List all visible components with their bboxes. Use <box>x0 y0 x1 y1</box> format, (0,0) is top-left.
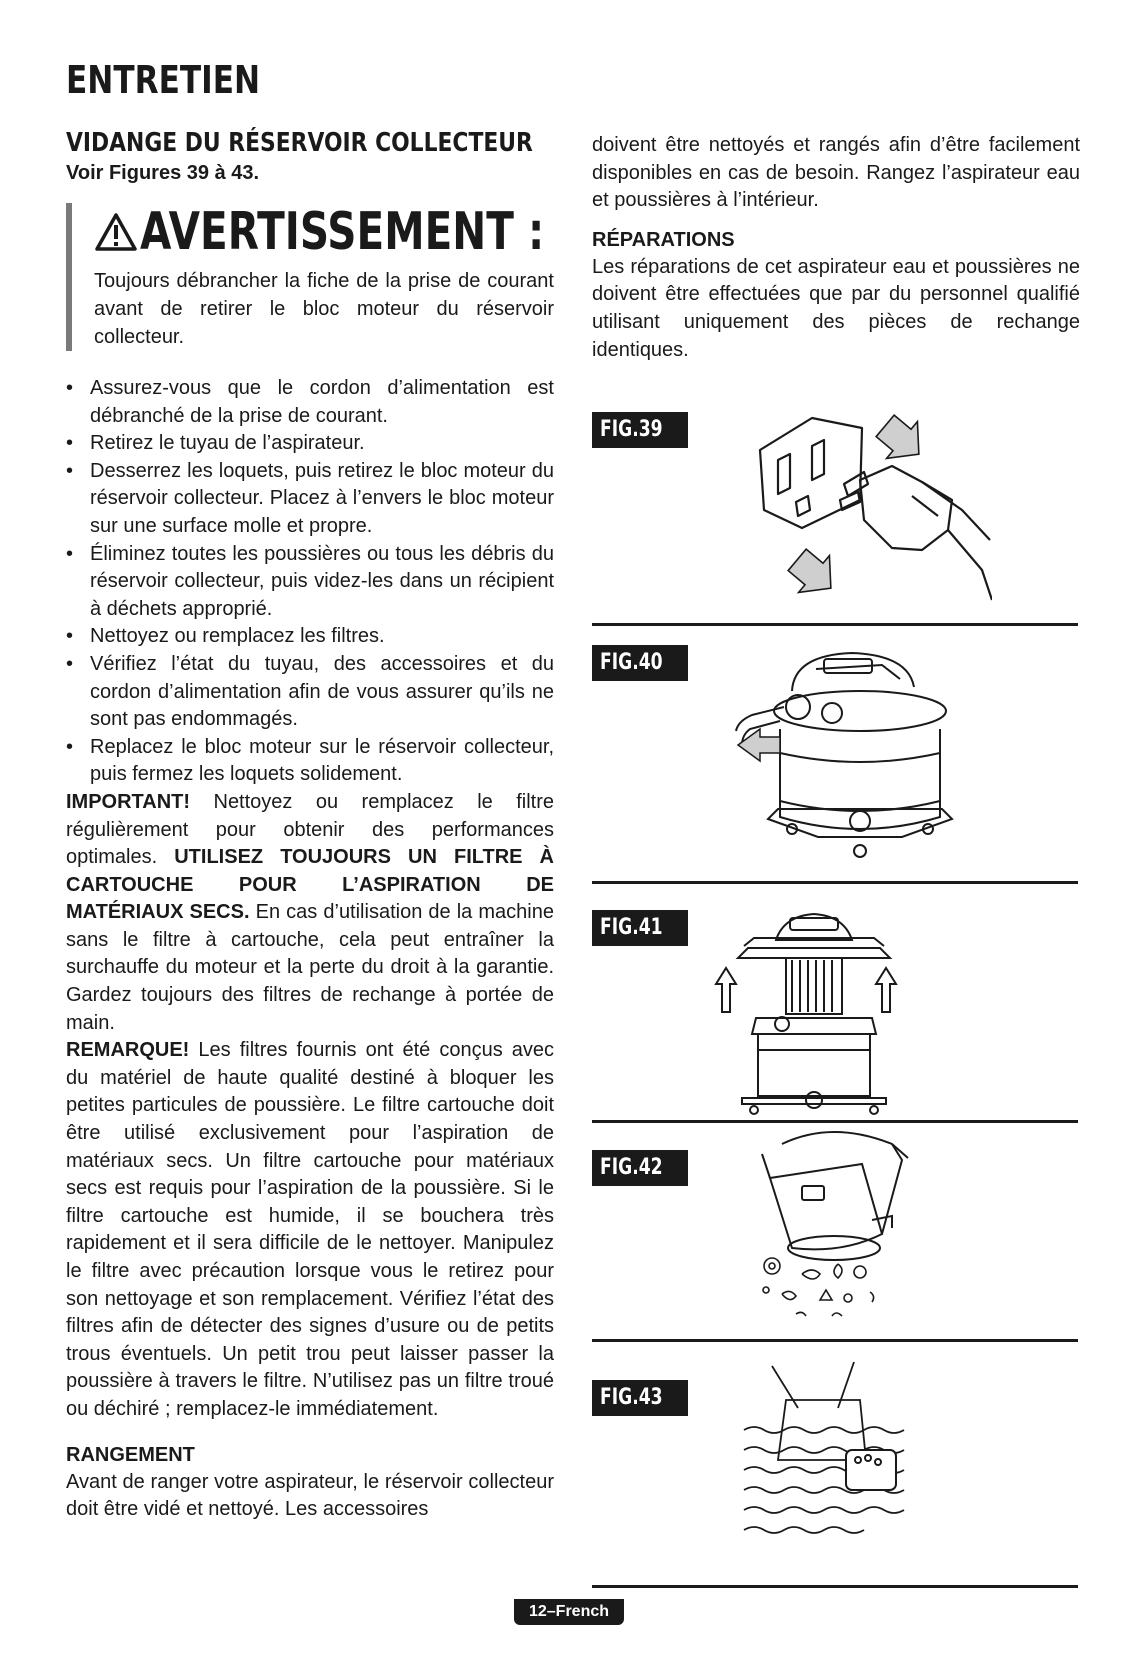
empty-tank-illustration <box>742 1124 922 1324</box>
rangement-continued: doivent être nettoyés et rangés afin d’être facilement disponibles en cas de besoin. Rangez l’aspirateur eau et poussières à l’intérieur. <box>592 134 1080 212</box>
figure-divider <box>592 1339 1078 1342</box>
figure-40 <box>592 645 1078 855</box>
remarque-text: Les filtres fournis ont été conçus avec du matériel de haute qualité destiné à bloquer les petites particules de poussière. Le filtre cartouche doit être utilisé exclusivement pour l’aspiration de matériaux secs. Un filtre cartouche pour matériaux secs est requis pour l’aspiration de la poussière. Si le filtre cartouche est humide, il se bouchera très rapidement et il sera difficile de le nettoyer. Manipulez le filtre avec précaution lorsque vous le retirez pour son nettoyage et son remplacement. Vérifiez l’état des filtres afin de détecter des signes d’usure ou de petits trous éventuels. Un petit trou peut laisser passer la poussière à travers le filtre. N’utilisez pas un filtre troué ou déchiré ; remplacez-le immédiatement. <box>66 1039 554 1420</box>
list-item: • Replacez le bloc moteur sur le réservoir collecteur, puis fermez les loquets solidement. <box>66 734 554 789</box>
important-lead: IMPORTANT! <box>66 790 191 813</box>
outlet-plug-illustration <box>752 410 992 610</box>
right-column <box>592 132 1080 364</box>
warning-title: AVERTISSEMENT : <box>140 202 545 262</box>
list-item: • Retirez le tuyau de l’aspirateur. <box>66 430 554 458</box>
figure-label: FIG.39 <box>592 412 688 448</box>
important-text-1: Nettoyez ou remplacez le filtre régulièrement pour obtenir des performances optimales. <box>66 790 554 869</box>
rangement-text: Avant de ranger votre aspirateur, le réservoir collecteur doit être vidé et nettoyé. Les accessoires <box>66 1470 554 1521</box>
list-item: • Assurez-vous que le cordon d’alimentation est débranché de la prise de courant. <box>66 375 554 430</box>
steps-list <box>66 375 554 789</box>
figure-label: FIG.42 <box>592 1150 688 1186</box>
warning-triangle-icon <box>94 212 138 252</box>
figure-41 <box>592 910 1078 1115</box>
figure-divider <box>592 623 1078 626</box>
warning-box <box>66 203 554 351</box>
warning-text: Toujours débrancher la fiche de la prise de courant avant de retirer le bloc moteur du réservoir collecteur. <box>94 270 554 348</box>
list-item: • Nettoyez ou remplacez les filtres. <box>66 623 554 651</box>
reparations-text: Les réparations de cet aspirateur eau et poussières ne doivent être effectuées que par du personnel qualifié utilisant uniquement des pièces de rechange identiques. <box>592 255 1080 361</box>
rangement-heading: RANGEMENT <box>66 1443 195 1466</box>
figure-label: FIG.41 <box>592 910 688 946</box>
important-paragraph <box>66 789 554 1037</box>
list-item: • Éliminez toutes les poussières ou tous les débris du réservoir collecteur, puis videz-les dans un récipient à déchets approprié. <box>66 541 554 624</box>
important-text-2: En cas d’utilisation de la machine sans le filtre à cartouche, cela peut entraîner la surchauffe du moteur et la perte du droit à la garantie. Gardez toujours des filtres de rechange à portée de main. <box>66 901 554 1034</box>
vacuum-hose-removal-illustration <box>732 641 962 861</box>
figure-39 <box>592 412 1078 612</box>
reparations-heading: RÉPARATIONS <box>592 228 735 251</box>
figure-divider <box>592 1120 1078 1123</box>
left-column <box>66 128 554 1524</box>
list-item: • Vérifiez l’état du tuyau, des accessoires et du cordon d’alimentation afin de vous assurer qu’ils ne sont pas endommagés. <box>66 651 554 734</box>
section-title: VIDANGE DU RÉSERVOIR COLLECTEUR <box>66 128 533 158</box>
figure-label: FIG.40 <box>592 645 688 681</box>
remarque-paragraph <box>66 1037 554 1423</box>
wash-filter-illustration <box>742 1360 912 1540</box>
figure-divider <box>592 1585 1078 1588</box>
figure-43 <box>592 1380 1078 1580</box>
figure-divider <box>592 881 1078 884</box>
vacuum-lift-motor-illustration <box>714 900 904 1115</box>
important-emphasis: UTILISEZ TOUJOURS UN FILTRE À CARTOUCHE POUR L’ASPIRATION DE MATÉRIAUX SECS. <box>66 846 554 924</box>
see-figures: Voir Figures 39 à 43. <box>66 162 260 184</box>
list-item: • Desserrez les loquets, puis retirez le bloc moteur du réservoir collecteur. Placez à l’envers le bloc moteur sur une surface molle et propre. <box>66 458 554 541</box>
page-title: ENTRETIEN <box>66 58 261 102</box>
figure-42 <box>592 1150 1078 1350</box>
page-number-tab: 12–French <box>514 1599 624 1625</box>
remarque-lead: REMARQUE! <box>66 1039 190 1062</box>
figure-label: FIG.43 <box>592 1380 688 1416</box>
